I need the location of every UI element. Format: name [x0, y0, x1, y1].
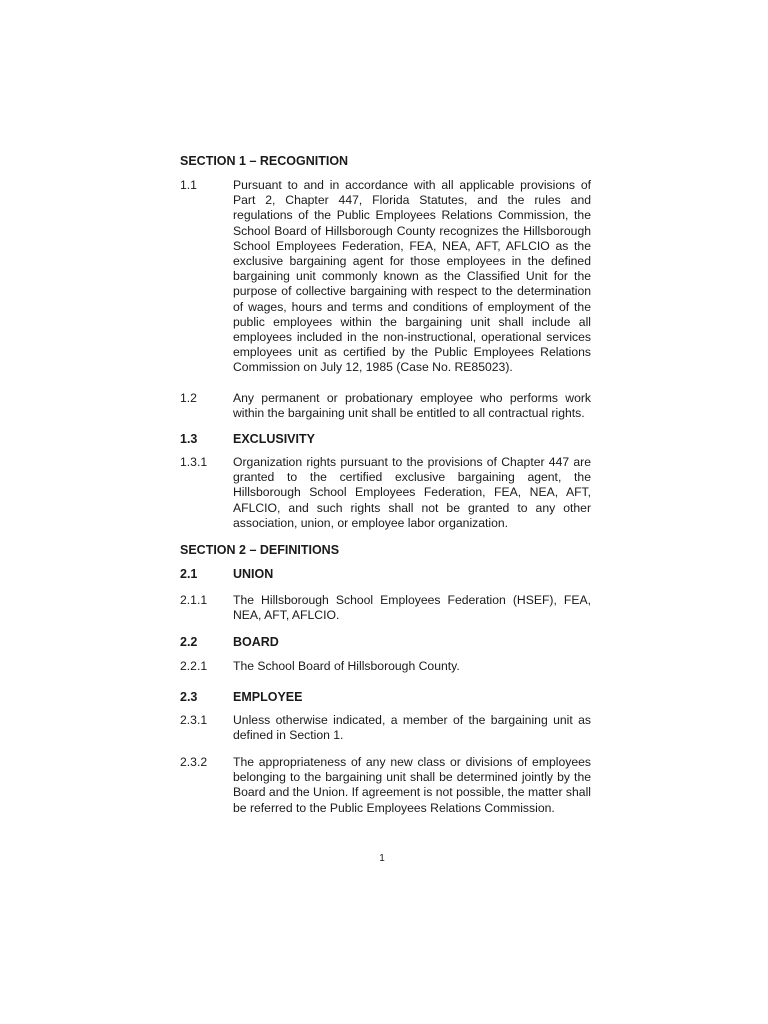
clause-text: Any permanent or probationary employee who performs work within the bargaining unit shall be entitled to all contractual rights. [233, 390, 591, 420]
clause-2-2-1 [180, 659, 591, 674]
clause-number: 1.3.1 [180, 455, 208, 470]
section-2-heading: SECTION 2 – DEFINITIONS [180, 543, 340, 558]
subsection-2-1-heading [180, 566, 591, 582]
clause-number: 1.2 [180, 390, 197, 405]
section-1-heading: SECTION 1 – RECOGNITION [180, 154, 349, 168]
clause-text: Unless otherwise indicated, a member of the bargaining unit as defined in Section 1. [233, 712, 591, 742]
clause-number: 2.2.1 [180, 659, 208, 674]
clause-2-3-2 [180, 755, 591, 816]
subsection-number: 2.3 [180, 689, 198, 704]
clause-number: 2.3.2 [180, 755, 208, 770]
clause-text: The Hillsborough School Employees Federation (HSEF), FEA, NEA, AFT, AFLCIO. [233, 593, 591, 623]
page-number: 1 [379, 853, 385, 864]
clause-2-1-1 [180, 593, 591, 623]
clause-number: 2.3.1 [180, 712, 208, 727]
clause-text: Organization rights pursuant to the provisions of Chapter 447 are granted to the certified exclusive bargaining agent, the Hillsborough School Employees Federation, FEA, NEA, AFT, AFLCIO, and such rights shall not be granted to any other association, union, or employee labor organization. [233, 455, 591, 530]
subsection-1-3-heading [180, 431, 591, 447]
subsection-number: 2.2 [180, 635, 198, 650]
clause-text: The appropriateness of any new class or divisions of employees belonging to the bargaining unit shall be determined jointly by the Board and the Union. If agreement is not possible, the matter shall be referred to the Public Employees Relations Commission. [233, 755, 591, 815]
clause-1-3-1 [180, 455, 591, 531]
subsection-title: UNION [233, 567, 274, 582]
subsection-title: BOARD [233, 635, 279, 650]
subsection-title: EXCLUSIVITY [233, 432, 315, 447]
subsection-2-2-heading [180, 634, 591, 650]
clause-text: The School Board of Hillsborough County. [233, 659, 460, 674]
subsection-number: 1.3 [180, 432, 198, 447]
clause-1-1 [180, 178, 591, 376]
clause-1-2 [180, 391, 591, 421]
subsection-number: 2.1 [180, 567, 198, 582]
subsection-2-3-heading [180, 689, 591, 705]
clause-number: 2.1.1 [180, 593, 208, 608]
document-page [180, 153, 591, 816]
clause-number: 1.1 [180, 178, 197, 192]
clause-text: Pursuant to and in accordance with all applicable provisions of Part 2, Chapter 447, Florida Statutes, and the rules and regulations of the Public Employees Relations Commission, the School Board of Hillsborough County recognizes the Hillsborough School Employees Federation, FEA, NEA, AFT, AFLCIO as the exclusive bargaining agent for those employees in the defined bargaining unit commonly known as the Classified Unit for the purpose of collective bargaining with respect to the determination of wages, hours and terms and conditions of employment of the public employees within the bargaining unit shall include all employees included in the non-instructional, operational services employees unit as certified by the Public Employees Relations Commission on July 12, 1985 (Case No. RE85023). [233, 178, 591, 375]
clause-2-3-1 [180, 713, 591, 743]
subsection-title: EMPLOYEE [233, 689, 303, 704]
